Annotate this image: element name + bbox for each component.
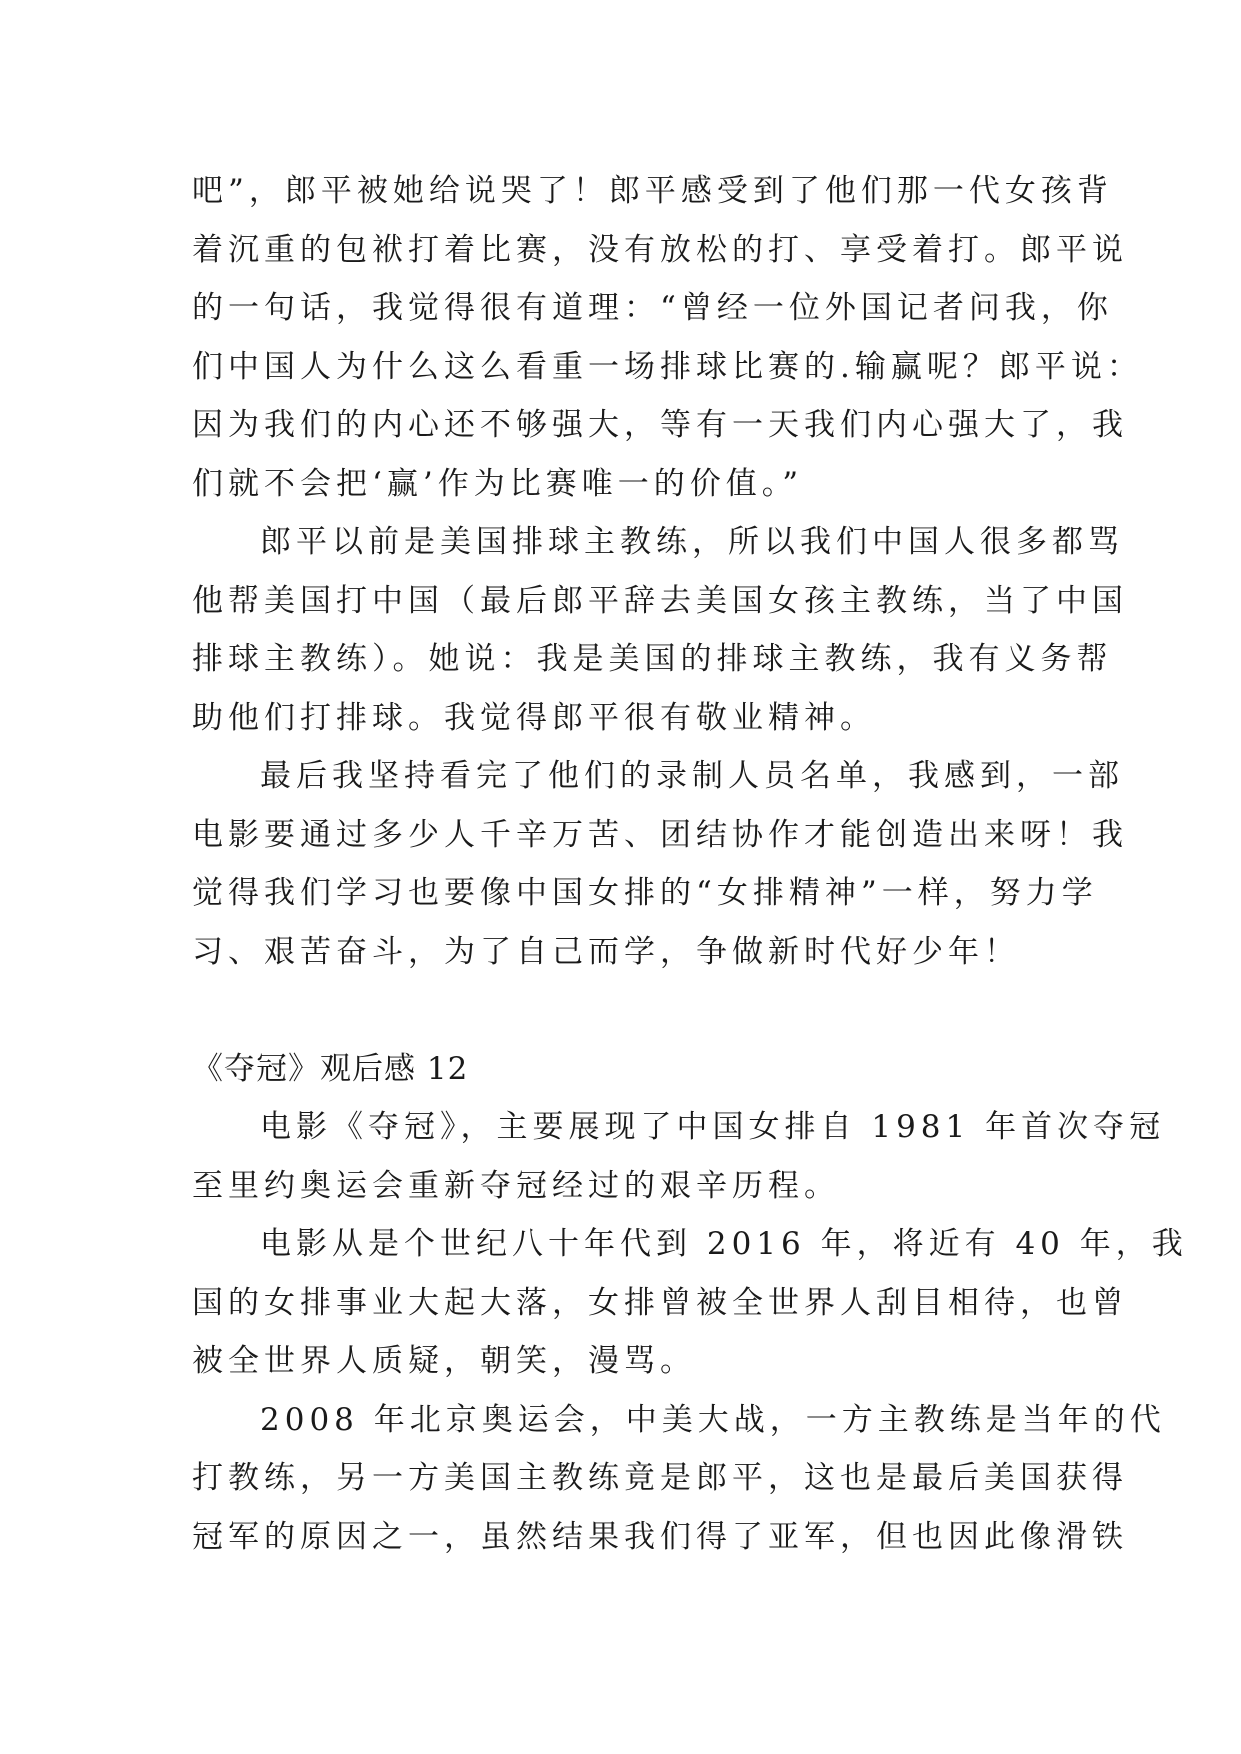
text-line: 电影《夺冠》，主要展现了中国女排自 1981 年首次夺冠 [260, 1109, 1166, 1145]
text-line: 吧”，郎平被她给说哭了！郎平感受到了他们那一代女孩背 [192, 173, 1113, 209]
text-line: 助他们打排球。我觉得郎平很有敬业精神。 [192, 699, 876, 736]
text-line: 冠军的原因之一，虽然结果我们得了亚军，但也因此像滑铁 [192, 1518, 1128, 1555]
text-line: 觉得我们学习也要像中国女排的“女排精神”一样，努力学 [192, 875, 1098, 911]
text-line: 习、艰苦奋斗，为了自己而学，争做新时代好少年！ [192, 933, 1020, 970]
paragraph [192, 513, 1128, 747]
paragraph [192, 1215, 1188, 1391]
text-line: 电影从是个世纪八十年代到 2016 年，将近有 40 年，我 [260, 1226, 1188, 1262]
text-line: 排球主教练）。她说：我是美国的排球主教练，我有义务帮 [192, 641, 1113, 677]
text-line: 被全世界人质疑，朝笑，漫骂。 [192, 1343, 696, 1379]
paragraph [192, 747, 1128, 981]
text-line: 电影要通过多少人千辛万苦、团结协作才能创造出来呀！我 [192, 816, 1128, 853]
text-line: 最后我坚持看完了他们的录制人员名单，我感到，一部 [260, 758, 1124, 794]
text-line: 他帮美国打中国（最后郎平辞去美国女孩主教练，当了中国 [192, 582, 1128, 619]
paragraph [192, 162, 1143, 513]
document-body [192, 162, 1188, 1566]
text-line: 郎平以前是美国排球主教练，所以我们中国人很多都骂 [260, 524, 1124, 560]
section-title: 《夺冠》观后感 12 [192, 1050, 469, 1087]
paragraph [192, 1391, 1166, 1567]
paragraph [192, 1098, 1166, 1215]
text-line: 着沉重的包袱打着比赛，没有放松的打、享受着打。郎平说 [192, 231, 1128, 268]
text-line: 们中国人为什么这么看重一场排球比赛的.输赢呢？郎平说： [192, 348, 1143, 385]
text-line: 打教练，另一方美国主教练竟是郎平，这也是最后美国获得 [192, 1460, 1128, 1496]
text-line: 因为我们的内心还不够强大，等有一天我们内心强大了，我 [192, 407, 1128, 443]
text-line: 的一句话，我觉得很有道理：“曾经一位外国记者问我，你 [192, 290, 1113, 326]
blank-line [192, 981, 1072, 1040]
text-line: 国的女排事业大起大落，女排曾被全世界人刮目相待，也曾 [192, 1284, 1128, 1321]
text-line: 至里约奥运会重新夺冠经过的艰辛历程。 [192, 1167, 840, 1204]
text-line: 们就不会把‘赢’作为比赛唯一的价值。” [192, 465, 804, 502]
text-line: 2008 年北京奥运会，中美大战，一方主教练是当年的代 [260, 1401, 1166, 1438]
